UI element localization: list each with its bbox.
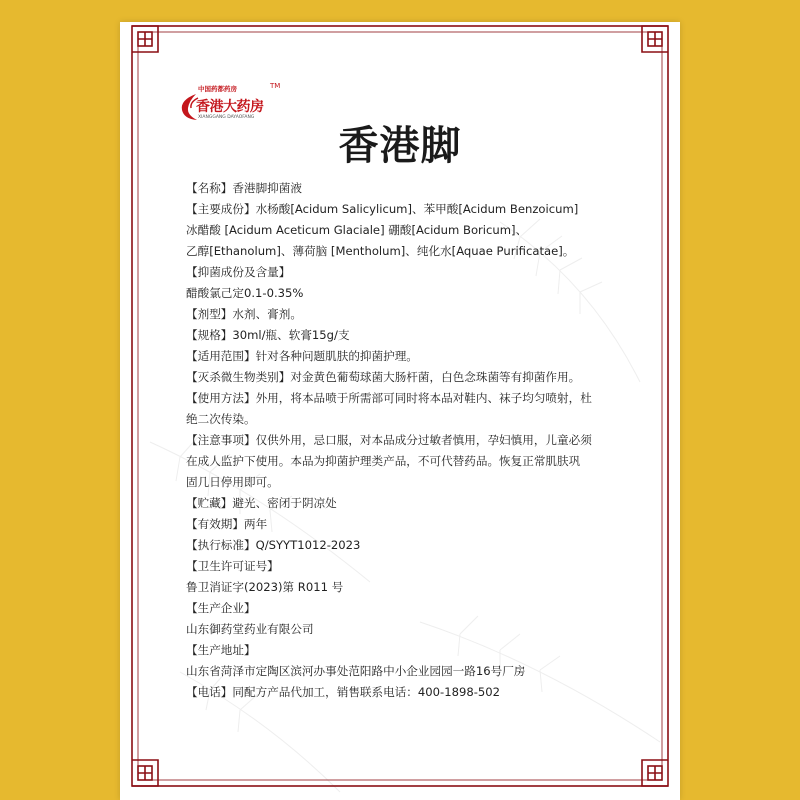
antibacterial-heading: 【抑菌成份及含量】 — [186, 265, 291, 279]
antibacterial-value: 醋酸氯己定0.1-0.35% — [186, 286, 304, 300]
product-info — [186, 178, 626, 703]
name-line: 【名称】香港脚抑菌液 — [186, 181, 302, 195]
trademark-mark: TM — [270, 82, 281, 90]
storage-line: 【贮藏】避光、密闭于阴凉处 — [186, 496, 337, 510]
logo-subtitle: 中国药都药房 — [198, 85, 237, 93]
manufacturer-heading: 【生产企业】 — [186, 601, 256, 615]
precautions-line: 【注意事项】仅供外用，忌口服，对本品成分过敏者慎用，孕妇慎用，儿童必须 — [186, 433, 592, 447]
ingredients-line: 【主要成份】水杨酸[Acidum Salicylicum]、苯甲酸[Acidum Benzoicum] — [186, 202, 579, 216]
dosage-form-line: 【剂型】水剂、膏剂。 — [186, 307, 302, 321]
logo-english: XIANGGANG DAYAOFANG — [198, 115, 255, 120]
license-heading: 【卫生许可证号】 — [186, 559, 279, 573]
microbes-line: 【灭杀微生物类别】对金黄色葡萄球菌大肠杆菌，白色念珠菌等有抑菌作用。 — [186, 370, 581, 384]
standard-line: 【执行标准】Q/SYYT1012-2023 — [186, 538, 361, 552]
validity-line: 【有效期】两年 — [186, 517, 268, 531]
specification-line: 【规格】30ml/瓶、软膏15g/支 — [186, 328, 350, 342]
ingredients-line: 乙醇[Ethanolum]、薄荷脑 [Mentholum]、纯化水[Aquae Purificatae]。 — [186, 244, 575, 258]
address-heading: 【生产地址】 — [186, 643, 256, 657]
label-card — [120, 22, 680, 800]
logo-name: 香港大药房 — [196, 99, 264, 115]
product-title: 香港脚 — [338, 123, 462, 169]
license-value: 鲁卫消证字(2023)第 R011 号 — [186, 580, 344, 594]
usage-line: 绝二次传染。 — [186, 412, 256, 426]
phone-line: 【电话】同配方产品代加工，销售联系电话：400-1898-502 — [186, 685, 501, 699]
usage-line: 【使用方法】外用，将本品喷于所需部可同时将本品对鞋内、袜子均匀喷射，杜 — [186, 391, 592, 405]
ingredients-line: 冰醋酸 [Acidum Aceticum Glaciale] 硼酸[Acidum Boricum]、 — [186, 223, 528, 237]
precautions-line: 固几日停用即可。 — [186, 475, 279, 489]
precautions-line: 在成人监护下使用。本品为抑菌护理类产品，不可代替药品。恢复正常肌肤巩 — [186, 454, 581, 468]
manufacturer-value: 山东御药堂药业有限公司 — [186, 622, 314, 636]
scope-line: 【适用范围】针对各种问题肌肤的抑菌护理。 — [186, 349, 418, 363]
address-value: 山东省菏泽市定陶区滨河办事处范阳路中小企业园园一路16号厂房 — [186, 664, 526, 678]
